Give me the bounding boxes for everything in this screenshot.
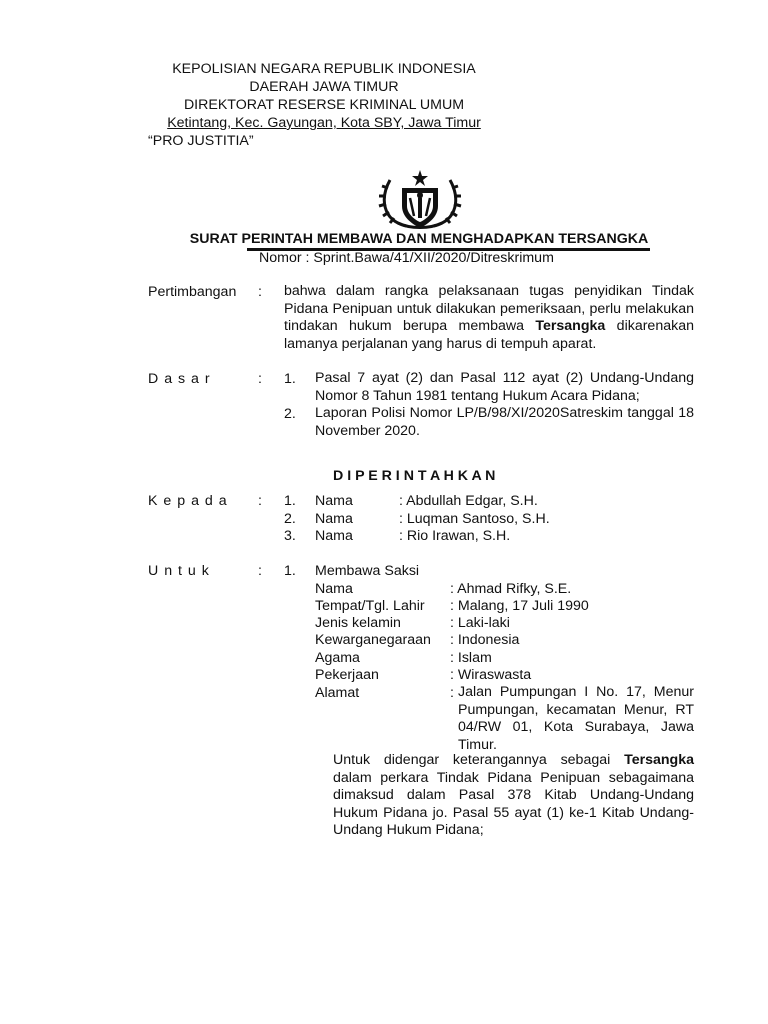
header-region: DAERAH JAWA TIMUR: [249, 79, 399, 95]
witness-field-key: Agama: [315, 650, 360, 666]
untuk-closing-text: Untuk didengar keterangannya sebagai Tersangka dalam perkara Tindak Pidana Penipuan sebagaimana dimaksud dalam Pasal 378 Kitab Undang-Undang Hukum Pidana jo. Pasal 55 ayat (1) ke-1 Kitab Undang-Undang Hukum Pidana;: [333, 752, 694, 838]
dasar-item-text: Laporan Polisi Nomor LP/B/98/XI/2020Satreskim tanggal 18 November 2020.: [315, 405, 694, 439]
witness-field-value: : Islam: [450, 650, 492, 666]
witness-field-value: : Ahmad Rifky, S.E.: [450, 581, 572, 597]
witness-address-key: Alamat: [315, 685, 360, 701]
untuk-heading: Membawa Saksi: [315, 563, 420, 579]
document-title: SURAT PERINTAH MEMBAWA DAN MENGHADAPKAN TERSANGKA: [189, 231, 649, 247]
witness-field-value: : Laki-laki: [450, 615, 510, 631]
untuk-label: U n t u k: [148, 563, 210, 579]
polri-emblem-icon: [376, 168, 464, 230]
witness-field-key: Nama: [315, 581, 353, 597]
kepada-item-key: Nama: [315, 511, 353, 527]
untuk-item-number: 1.: [284, 563, 296, 579]
kepada-item-value: : Rio Irawan, S.H.: [399, 528, 511, 544]
pertimbangan-label: Pertimbangan: [148, 284, 237, 300]
kepada-item-number: 1.: [284, 493, 296, 509]
kepada-item-number: 2.: [284, 511, 296, 527]
header-directorate: DIREKTORAT RESERSE KRIMINAL UMUM: [183, 97, 465, 113]
pro-justitia: “PRO JUSTITIA”: [148, 133, 254, 149]
dasar-label: D a s a r: [148, 371, 211, 387]
witness-field-value: : Wiraswasta: [450, 667, 532, 683]
dasar-item-text: Pasal 7 ayat (2) dan Pasal 112 ayat (2) Undang-Undang Nomor 8 Tahun 1981 tentang Hukum Acara Pidana;: [315, 370, 694, 404]
witness-field-key: Pekerjaan: [315, 667, 379, 683]
kepada-item-value: : Abdullah Edgar, S.H.: [399, 493, 538, 509]
kepada-colon: :: [258, 493, 262, 509]
witness-field-key: Tempat/Tgl. Lahir: [315, 598, 425, 614]
kepada-item-number: 3.: [284, 528, 296, 544]
pertimbangan-text: bahwa dalam rangka pelaksanaan tugas penyidikan Tindak Pidana Penipuan untuk dilakukan pemeriksaan, perlu melakukan tindakan hukum berupa membawa Tersangka dikarenakan lamanya perjalanan yang harus di tempuh aparat.: [284, 283, 694, 352]
kepada-item-key: Nama: [315, 493, 353, 509]
dasar-item-number: 1.: [284, 371, 296, 387]
kepada-item-key: Nama: [315, 528, 353, 544]
diperintahkan-heading: D I P E R I N T A H K A N: [333, 468, 496, 484]
witness-field-value: : Malang, 17 Juli 1990: [450, 598, 589, 614]
witness-address-colon: :: [450, 685, 454, 701]
witness-field-key: Kewarganegaraan: [315, 632, 431, 648]
dasar-colon: :: [258, 371, 262, 387]
witness-field-value: : Indonesia: [450, 632, 520, 648]
witness-address-value: Jalan Pumpungan I No. 17, Menur Pumpungan, kecamatan Menur, RT 04/RW 01, Kota Surabaya, Jawa Timur.: [458, 684, 694, 753]
witness-field-key: Jenis kelamin: [315, 615, 401, 631]
header-address: Ketintang, Kec. Gayungan, Kota SBY, Jawa Timur: [167, 115, 481, 131]
kepada-label: K e p a d a: [148, 493, 228, 509]
header-institution: KEPOLISIAN NEGARA REPUBLIK INDONESIA: [172, 61, 476, 77]
dasar-item-number: 2.: [284, 406, 296, 422]
kepada-item-value: : Luqman Santoso, S.H.: [399, 511, 550, 527]
untuk-colon: :: [258, 563, 262, 579]
document-number: Nomor : Sprint.Bawa/41/XII/2020/Ditreskrimum: [259, 250, 554, 266]
pertimbangan-colon: :: [258, 284, 262, 300]
